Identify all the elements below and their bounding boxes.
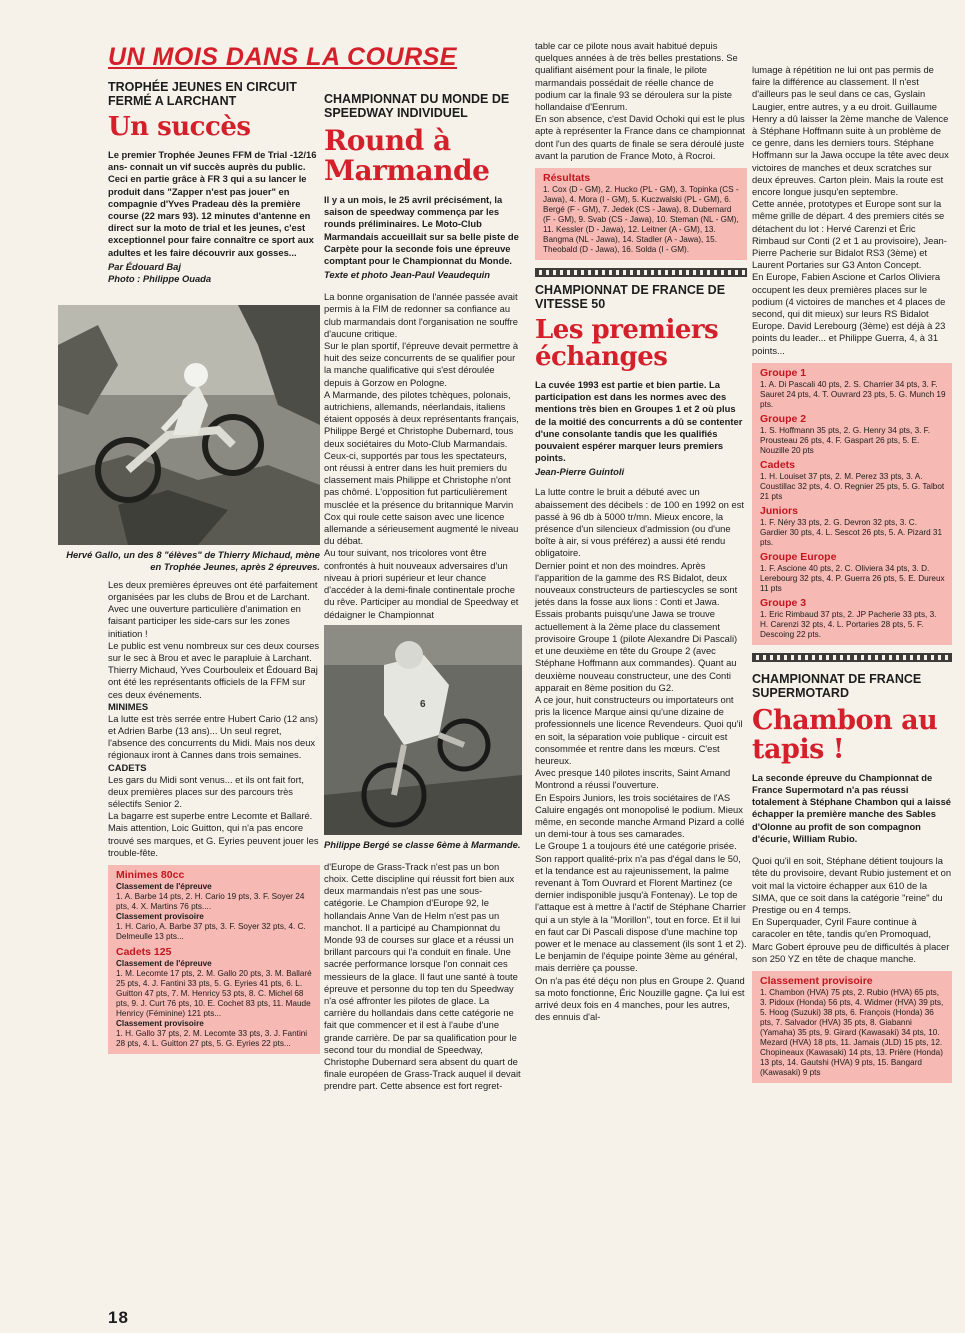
paragraph: Les deux premières épreuves ont été parfaitement organisées par les clubs de Brou et de Larchant. Avec une ouverture particulière d'animation en faisant participer les side-cars sur les zones initiation ! bbox=[108, 578, 318, 639]
svg-text:6: 6 bbox=[420, 698, 426, 710]
paragraph: La lutte est très serrée entre Hubert Cario (12 ans) et Adrien Barbe (13 ans)... Un seul regret, l'absence des concurrents du Midi. Mais nos deux régionaux iront à Cannes dans trois semaines. bbox=[108, 712, 318, 761]
article-byline-vitesse: Jean-Pierre Guintoli bbox=[535, 466, 625, 478]
paragraph: Dernier point et non des moindres. Après l'apparition de la gamme des RS Bidalot, deux nouveaux constructeurs de partiescycles se sont jetés dans la fosse aux lions : Conti et Jawa. Essais probants puisqu'une Jawa se trouve actuellement à la 2ème place du classement provisoire Groupe 1 (pilote Alexandre Di Pascali) et une deuxième en tête du Groupe 2 (avec Stéphane Hoffmann aux commandes). Quant au deuxième nouveau constructeur, une des Conti apparait en 8ème position du G2. bbox=[535, 559, 738, 693]
box-results: 1. Cox (D - GM), 2. Hucko (PL - GM), 3. Topinka (CS - Jawa), 4. Mora (I - GM), 5. Kuczwalski (PL - GM), 6. Bergé (F - GM), 7. Jedek (CS - Jawa), 8. Dubernard (F - GM), 9. Svab (CS - Jawa), 10. Steman (NL - GM), 11. Kessler (D - Jawa), 12. Leitner (A - GM), 13. Bangma (NL - Jawa), 14. Stadler (A - Jawa), 15. Theobald (D - Jawa), 16. Solda (I - GM). bbox=[543, 185, 739, 255]
box-title: Résultats bbox=[543, 172, 591, 185]
results-box-supermotard bbox=[752, 971, 952, 1083]
box-results: 1. S. Hoffmann 35 pts, 2. G. Henry 34 pts, 3. F. Prousteau 26 pts, 4. F. Gaspart 26 pts, 5. E. Nouzille 20 pts bbox=[760, 425, 931, 455]
article-byline-speedway: Texte et photo Jean-Paul Veaudequin bbox=[324, 269, 490, 281]
box-results: 1. F. Néry 33 pts, 2. G. Devron 32 pts, 3. C. Gardier 30 pts, 4. L. Sescot 26 pts, 5. A. Pizard 31 pts. bbox=[760, 517, 943, 547]
article-body-speedway bbox=[324, 291, 522, 620]
paragraph: La bonne organisation de l'année passée avait permis à la FIM de redonner sa confiance au club marmandais dont l'organisation ne souffre d'aucune critique. bbox=[324, 291, 518, 339]
paragraph: Cette année, prototypes et Europe sont sur la même grille de départ. 4 des premiers cités se détachent du lot : Hervé Carenzi et Éric Rimbaud sur Conti (2 et 1 au provisoire), Jean-Pierre Pacherie sur Bidalot RS3 (3ème) et Laurent Portaries sur G3 Anton Concept. bbox=[752, 198, 947, 271]
article-headline-speedway: Round à Marmande bbox=[324, 124, 490, 187]
paragraph: En son absence, c'est David Ochoki qui est le plus apte à représenter la France dans ce championnat dont l'un des quarts de finale se sera déroulé juste avant la parution de France Moto, à Rocroi. bbox=[535, 113, 746, 161]
article-body-speedway-continued bbox=[324, 861, 522, 1093]
box-subtitle: Classement de l'épreuve bbox=[116, 882, 212, 892]
paragraph: d'Europe de Grass-Track n'est pas un bon choix. Cette discipline qui réussit fort bien aux deux marmandais n'est pas une sous-catégorie. Le Champion d'Europe 92, le hollandais Anne Van de Helm n'est pas un manchot. Il a participé au Championnat du Monde 93 de courses sur glace et a réussi un brillant parcours qui l'a conduit en finale. Une sacrée performance lorsque l'on connait ces messieurs de la glace. Il faut une santé à toute épreuve et personne du top ten du Speedway n'a osé affronter les pilotes de glace. La carrière du hollandais dans cette catégorie ne fait que commencer et il est à l'aube d'une grande carrière. De par sa qualification pour le second tour du mondial de Speedway, Christophe Dubernard sera absent du quart de finale européen de Grass-Track auquel il devait prendre part. Cette absence est fort regret- bbox=[324, 860, 521, 1092]
box-title: Groupe 2 bbox=[760, 412, 807, 425]
paragraph: lumage à répétition ne lui ont pas permis de faire la différence au classement. Il n'est d'ailleurs pas le seul dans ce cas, Gyslain Laugier, entre autres, y a eu droit. Guillaume Henry a dû laisser la 2ème manche de Valence à Stéphane Hoffmann suite à un problème de ce genre, dans les derniers tours. Stéphane Hoffmann sur la Jawa occupe la tête avec deux victoires de manches et deux scratches sur deux épreuves. Carton plein. Mais la route est encore longue jusqu'en septembre. bbox=[752, 64, 949, 198]
box-title: Cadets 125 bbox=[116, 946, 172, 959]
section-divider bbox=[752, 653, 952, 662]
trial-photo-caption: Hervé Gallo, un des 8 "élèves" de Thierry Michaud, mène en Trophée Jeunes, après 2 épreuves. bbox=[66, 548, 320, 572]
paragraph: Quoi qu'il en soit, Stéphane détient toujours la tête du provisoire, devant Rubio justement et on voit mal la victoire échapper aux 610 de la SIMA, que ce soit dans la catégorie "reine" du Prestige ou en 4 temps. bbox=[752, 855, 952, 915]
paragraph: Au tour suivant, nos tricolores vont être confrontés à huit nouveaux adversaires d'un niveau à priori supérieur et leur chance d'accéder à la demi-finale continentale proche du rêve. Participer au mondial de Speedway et dédaigner le Championnat bbox=[324, 547, 519, 620]
box-title: Groupe Europe bbox=[760, 550, 837, 563]
box-results: 1. M. Lecomte 17 pts, 2. M. Gallo 20 pts, 3. M. Ballaré 25 pts, 4. J. Fantini 33 pts, 5. G. Eyries 41 pts, 6. L. Guitton 47 pts, 7. M. Henricy 53 pts, 8. C. Michel 68 pts, 9. J. Curt 76 pts, 10. E. Cochet 83 pts, 11. Maude Henricy (Féminine) 121 pts... bbox=[116, 969, 312, 1019]
paragraph: En Superquader, Cyril Faure continue à caracoler en tête, tandis qu'en Promoquad, Marc Gobert éprouve peu de difficultés à placer son 250 YZ en tête de chaque manche. bbox=[752, 916, 950, 964]
article-body-supermotard bbox=[752, 855, 952, 965]
article-kicker-speedway: CHAMPIONNAT DU MONDE DE SPEEDWAY INDIVIDUEL bbox=[324, 92, 510, 120]
section-divider bbox=[535, 268, 747, 277]
article-body-vitesse bbox=[535, 486, 747, 1023]
speedway-body-continued bbox=[535, 40, 747, 162]
article-photo-credit-trial: Photo : Philippe Ouada bbox=[108, 272, 212, 284]
trial-rider-illustration bbox=[58, 305, 320, 545]
article-kicker-vitesse: CHAMPIONNAT DE FRANCE DE VITESSE 50 bbox=[535, 283, 726, 312]
section-banner: UN MOIS DANS LA COURSE bbox=[108, 43, 457, 71]
box-title: Cadets bbox=[760, 458, 796, 471]
subheading-minimes: MINIMES bbox=[108, 700, 149, 712]
paragraph: En Espoirs Juniors, les trois sociétaires de l'AS Caluire engagés ont monopolisé le podium. Mieux même, en seconde manche Armand Pizard a collé un demi-tour à tous ses camarades. bbox=[535, 791, 745, 840]
box-subtitle: Classement de l'épreuve bbox=[116, 959, 212, 969]
box-title: Classement provisoire bbox=[760, 974, 873, 987]
results-box-trial bbox=[108, 865, 320, 1054]
article-kicker-trial: TROPHÉE JEUNES EN CIRCUIT FERMÉ A LARCHANT bbox=[108, 80, 297, 108]
box-title: Juniors bbox=[760, 504, 798, 517]
article-body-trial bbox=[108, 579, 320, 859]
speedway-rider-photo bbox=[324, 625, 522, 835]
box-results: 1. A. Di Pascali 40 pts, 2. S. Charrier 34 pts, 3. F. Sauret 24 pts, 4. T. Ouvrard 23 pts, 5. G. Munch 19 pts. bbox=[760, 379, 946, 409]
speedway-photo-caption: Philippe Bergé se classe 6ème à Marmande. bbox=[324, 838, 521, 850]
page-number: 18 bbox=[108, 1308, 129, 1327]
article-lead-trial: Le premier Trophée Jeunes FFM de Trial -12/16 ans- connait un vif succès auprès du public. Ceci en partie grâce à FR 3 qui a su lancer le produit dans "Zapper n'est pas jouer" en compagnie d'Yves Pradeau dès la première course (22 mars 93). 12 minutes d'antenne en direct sur la moto de trial et les jeunes, c'est exceptionnel pour faire connaître ce sport aux adultes et les faire découvrir aux gosses... bbox=[108, 149, 317, 258]
paragraph: Le public est venu nombreux sur ces deux courses sur le sec à Brou et avec le parapluie à Larchant. Thierry Michaud, Yves Courbouleix et Édouard Baj ont été les représentants officiels de la FFM sur ces deux événements. bbox=[108, 639, 320, 700]
subheading-cadets: CADETS bbox=[108, 761, 147, 773]
column-4 bbox=[752, 64, 952, 1300]
article-lead-supermotard: La seconde épreuve du Championnat de France Supermotard n'a pas réussi totalement à Stéphane Chambon qui a laissé échapper la première manche des Sables d'Olonne au profit de son compagnon d'écurie, William Rubio. bbox=[752, 771, 952, 844]
box-results: 1. F. Ascione 40 pts, 2. C. Oliviera 34 pts, 3. D. Lerebourg 32 pts, 4. P. Guerra 26 pts, 5. E. Dureux 11 pts bbox=[760, 563, 945, 593]
article-kicker-supermotard: CHAMPIONNAT DE FRANCE SUPERMOTARD bbox=[752, 671, 922, 700]
paragraph: A ce jour, huit constructeurs ou importateurs ont pris la licence Marque ainsi qu'une dizaine de professionnels une licence Revendeurs. Quoi qu'il en soit, la séparation voie publique - circuit est consommée et rentre dans les mœurs. C'est heureux. bbox=[535, 693, 743, 766]
paragraph: On n'a pas été déçu non plus en Groupe 2. Quand sa moto fonctionne, Éric Nouzille gagne. Ça lui est arrivé deux fois en 4 manches, pour les autres, des ennuis d'al- bbox=[535, 974, 745, 1023]
box-subtitle: Classement provisoire bbox=[116, 912, 204, 922]
paragraph: La bagarre est superbe entre Lecomte et Ballaré. Mais attention, Loic Guitton, qui n'a pas encore trouvé ses marques, et G. Eyries peuvent jouer les trouble-fête. bbox=[108, 810, 319, 858]
results-box-speedway bbox=[535, 168, 747, 260]
box-results: 1. H. Gallo 37 pts, 2. M. Lecomte 33 pts, 3. J. Fantini 28 pts, 4. L. Guitton 27 pts, 5. G. Eyries 22 pts... bbox=[116, 1029, 308, 1049]
article-headline-supermotard: Chambon au tapis ! bbox=[752, 704, 938, 765]
paragraph: A Marmande, des pilotes tchèques, polonais, autrichiens, allemands, néerlandais, italiens étaient opposés à deux représentants français, Philippe Bergé et Christophe Dubernard, tous deux sociétaires du Moto-Club Marmandais. Ceux-ci, supportés par tous les spectateurs, ont réussi à entrer dans les huit premiers du classement mais Philippe et Christophe n'ont pas chômé. L'opposition fut particulièrement musclée et la présence du britannique Marvin Cox qui roule cette saison avec une licence allemande a sérieusement augmenté le niveau du débat. bbox=[324, 388, 519, 547]
box-title: Groupe 3 bbox=[760, 596, 807, 609]
box-subtitle: Classement provisoire bbox=[116, 1019, 204, 1029]
article-headline-trial: Un succès bbox=[108, 112, 251, 142]
article-author-trial: Par Édouard Baj bbox=[108, 260, 181, 272]
paragraph: table car ce pilote nous avait habitué depuis quelques années à de très belles prestations. Se qualifiant aisément pour la finale, le pilote marmandais possédait de réelle chance de podium car la finale 93 se déroulera sur la piste hollandaise d'Eenrum. bbox=[535, 40, 738, 113]
paragraph: Avec presque 140 pilotes inscrits, Saint Amand Montrond a réussi l'ouverture. bbox=[535, 767, 731, 791]
box-results: 1. A. Barbe 14 pts, 2. H. Cario 19 pts, 3. F. Soyer 24 pts, 4. X. Martins 76 pts.... bbox=[116, 892, 305, 912]
box-title: Groupe 1 bbox=[760, 366, 807, 379]
column-2 bbox=[324, 88, 522, 1298]
article-headline-vitesse: Les premiers échanges bbox=[535, 315, 719, 373]
paragraph: La lutte contre le bruit a débuté avec un abaissement des décibels : de 100 en 1992 on est passé à 96 db à 5000 tr/mn. Mieux encore, la présence d'un silencieux d'admission (ou d'une boîte à air, si vous préférez) a aussi été rendu obligatoire. bbox=[535, 486, 745, 559]
results-box-vitesse bbox=[752, 363, 952, 645]
paragraph: Les gars du Midi sont venus... et ils ont fait fort, deux premières places sur des parcours très sélectifs Senior 2. bbox=[108, 773, 304, 810]
article-lead-speedway: Il y a un mois, le 25 avril précisément, la saison de speedway commença par les rounds préliminaires. Le Moto-Club Marmandais accueillait sur sa belle piste de Carpète pour la seconde fois une épreuve comptant pour le Championnat du Monde. bbox=[324, 194, 519, 267]
column-3 bbox=[535, 40, 747, 1298]
paragraph: Sur le plan sportif, l'épreuve devait permettre à huit des seize concurrents de se qualifier pour la manche qualificative qui s'est déroulée depuis à Gorzow en Pologne. bbox=[324, 340, 519, 388]
box-title: Minimes 80cc bbox=[116, 869, 185, 882]
speedway-rider-illustration bbox=[324, 625, 522, 835]
box-results: 1. H. Cario, A. Barbe 37 pts, 3. F. Soyer 32 pts, 4. C. Delmeulle 13 pts... bbox=[116, 922, 306, 942]
vitesse-body-continued bbox=[752, 64, 952, 357]
article-lead-vitesse: La cuvée 1993 est partie et bien partie. La participation est dans les normes avec des mentions très bien en Groupes 1 et 2 où plus de la moitié des concurrents a dû se contenter d'une consolante tandis que les qualifiés pouvaient espérer marquer leurs premiers points. bbox=[535, 379, 743, 464]
box-results: 1. H. Louiset 37 pts, 2. M. Perez 33 pts, 3. A. Coustillac 32 pts, 4. O. Regnier 25 pts, 5. G. Talbot 21 pts bbox=[760, 471, 945, 501]
trial-rider-photo bbox=[58, 305, 320, 545]
paragraph: En Europe, Fabien Ascione et Carlos Oliviera occupent les deux premières places sur le podium (4 victoires de manches et 4 places de second, qui dit mieux) sur leurs RS Bidalot Europe. David Lerebourg (3ème) est déjà à 23 points du leader... et Philippe Guerra, 4, à 31 points... bbox=[752, 271, 946, 356]
paragraph: Le Groupe 1 a toujours été une catégorie prisée. Son rapport qualité-prix n'a pas d'égal dans le 50, et la tendance est au rajeunissement, la palme revenant à Tom Ouvrard et Florent Martinez (ce dernier indisponible jusqu'à Fontenay). Le top de l'attaque est à mettre à l'actif de Stéphane Charrier qui a un style à la "Morillon", tout en force. Et il lui en faut car Di Pascali dispose d'une machine top power et le menace au classement (ils sont 1 et 2). Le benjamin de l'équipe pointe 3ème au général, mais derrière ça pousse. bbox=[535, 840, 747, 974]
box-results: 1. Eric Rimbaud 37 pts, 2. JP Pacherie 33 pts, 3. H. Carenzi 32 pts, 4. L. Portaries 28 pts, 5. F. Descoing 22 pts. bbox=[760, 609, 937, 639]
box-results: 1. Chambon (HVA) 75 pts, 2. Rubio (HVA) 65 pts, 3. Pidoux (Honda) 56 pts, 4. Widmer (HVA) 39 pts, 5. Hoog (Suzuki) 38 pts, 6. François (Honda) 36 pts, 7. Salvador (HVA) 35 pts, 8. Giabanni (Yamaha) 35 pts, 9. Girard (Kawasaki) 34 pts, 10. Mezard (HVA) 18 pts, 11. Jamais (JLD) 15 pts, 12. Chopineaux (Kawasaki) 14 pts, 13. Prière (Honda) 13 pts, 14. Gautshi (HVA) 9 pts, 15. Bangard (Kawasaki) 9 pts bbox=[760, 987, 944, 1077]
